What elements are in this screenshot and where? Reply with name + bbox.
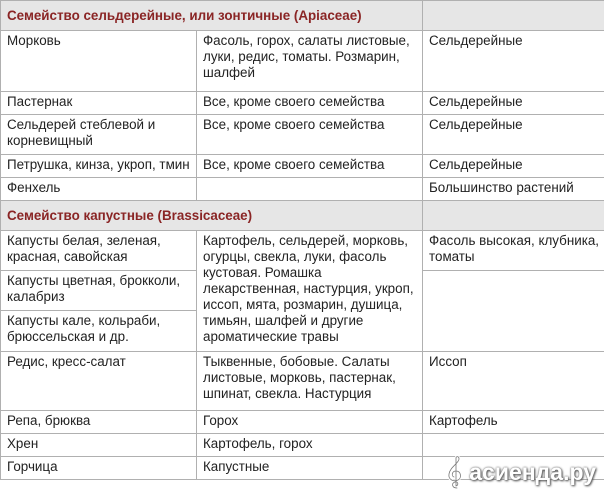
- plant-cell: Фенхель: [1, 178, 197, 201]
- bad-neighbors-cell: [423, 434, 604, 457]
- plant-cell: Хрен: [1, 434, 197, 457]
- plant-cell: Репа, брюква: [1, 411, 197, 434]
- table-row: [1, 155, 604, 178]
- plant-cell: Редис, кресс-салат: [1, 352, 197, 411]
- plant-cell: Петрушка, кинза, укроп, тмин: [1, 155, 197, 178]
- good-neighbors-cell: Все, кроме своего семейства: [197, 92, 423, 115]
- table-row: [1, 457, 604, 480]
- watermark-text: асиенда.ру: [469, 458, 596, 485]
- good-neighbors-cell: Все, кроме своего семейства: [197, 155, 423, 178]
- plant-cell: Капусты белая, зеленая, красная, савойская: [1, 231, 197, 271]
- good-neighbors-cell: Картофель, горох: [197, 434, 423, 457]
- plant-cell: Пастернак: [1, 92, 197, 115]
- bad-neighbors-cell: [423, 457, 604, 480]
- table-row: [1, 178, 604, 201]
- plant-cell: Морковь: [1, 31, 197, 92]
- table-row: [1, 31, 604, 92]
- table-row: [1, 231, 604, 271]
- section-header-empty-cell: [423, 1, 604, 31]
- section-title: Семейство сельдерейные, или зонтичные (Apiaceae): [1, 1, 423, 31]
- section-header: [1, 201, 604, 231]
- plant-cell: Горчица: [1, 457, 197, 480]
- table-row: [1, 352, 604, 411]
- section-header-empty-cell: [423, 201, 604, 231]
- bad-neighbors-cell: Сельдерейные: [423, 115, 604, 155]
- table-row: [1, 115, 604, 155]
- bad-neighbors-cell: Фасоль высокая, клубника, томаты: [423, 231, 604, 271]
- good-neighbors-cell: [197, 178, 423, 201]
- good-neighbors-cell: Горох: [197, 411, 423, 434]
- good-neighbors-cell: Фасоль, горох, салаты листовые, луки, редис, томаты. Розмарин, шалфей: [197, 31, 423, 92]
- plant-cell: Сельдерей стеблевой и корневищный: [1, 115, 197, 155]
- bad-neighbors-cell: Сельдерейные: [423, 92, 604, 115]
- section-header: [1, 1, 604, 31]
- table-row: [1, 434, 604, 457]
- plant-cell: Капусты цветная, брокколи, калабриз: [1, 271, 197, 311]
- plant-cell: Капусты кале, кольраби, брюссельская и др.: [1, 311, 197, 352]
- bad-neighbors-cell: Сельдерейные: [423, 31, 604, 92]
- bad-neighbors-cell: Картофель: [423, 411, 604, 434]
- bad-neighbors-empty-cell: [423, 271, 604, 352]
- section-title: Семейство капустные (Brassicaceae): [1, 201, 423, 231]
- table-row: [1, 92, 604, 115]
- good-neighbors-cell: Все, кроме своего семейства: [197, 115, 423, 155]
- table-row: [1, 411, 604, 434]
- bad-neighbors-cell: Большинство растений: [423, 178, 604, 201]
- bad-neighbors-cell: Сельдерейные: [423, 155, 604, 178]
- good-neighbors-cell: Картофель, сельдерей, морковь, огурцы, свекла, луки, фасоль кустовая. Ромашка лекарственная, настурция, укроп, иссоп, мята, розмарин, душица, тимьян, шалфей и другие ароматические травы: [197, 231, 423, 352]
- good-neighbors-cell: Тыквенные, бобовые. Салаты листовые, морковь, пастернак, шпинат, свекла. Настурция: [197, 352, 423, 411]
- good-neighbors-cell: Капустные: [197, 457, 423, 480]
- bad-neighbors-cell: Иссоп: [423, 352, 604, 411]
